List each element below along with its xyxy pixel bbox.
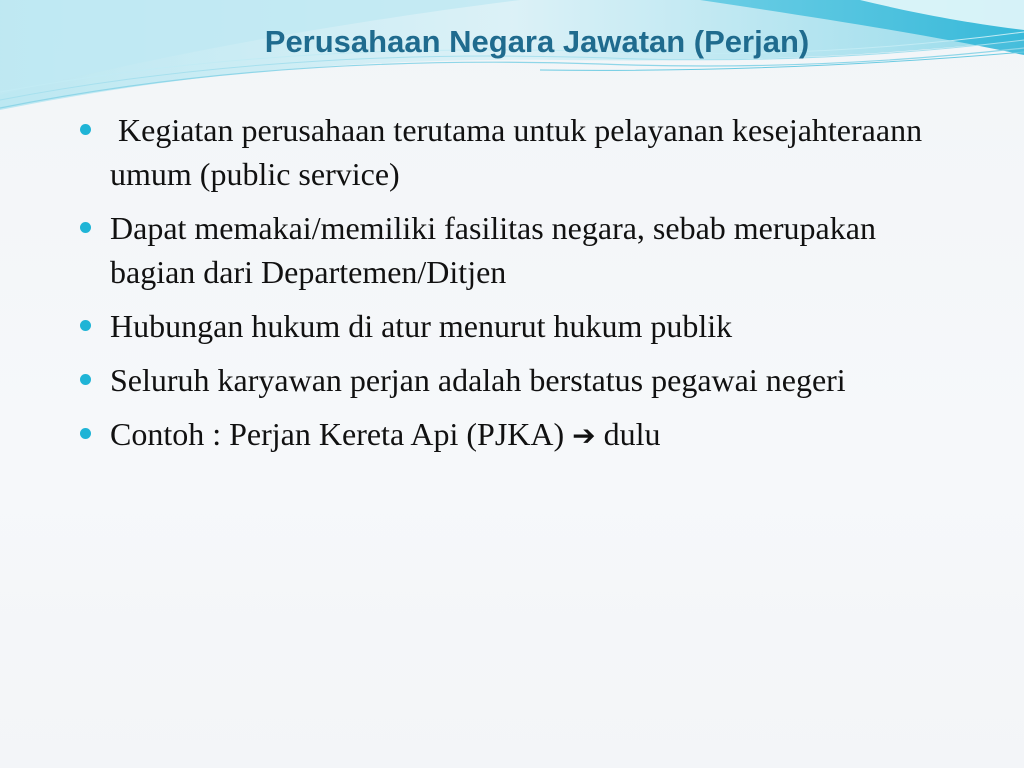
bullet-text-before: Contoh : Perjan Kereta Api (PJKA) — [110, 416, 573, 452]
bullet-dot-icon — [80, 320, 91, 331]
bullet-dot-icon — [80, 428, 91, 439]
bullet-dot-icon — [80, 374, 91, 385]
list-item — [78, 412, 958, 458]
bullet-text: Seluruh karyawan perjan adalah berstatus pegawai negeri — [110, 362, 846, 398]
list-item — [78, 358, 958, 402]
bullet-text: Kegiatan perusahaan terutama untuk pelayanan kesejahteraann umum (public service) — [110, 112, 931, 192]
list-item — [78, 304, 958, 348]
bullet-text: Dapat memakai/memiliki fasilitas negara, sebab merupakan bagian dari Departemen/Ditjen — [110, 210, 876, 290]
bullet-dot-icon — [80, 124, 91, 135]
bullet-text: Hubungan hukum di atur menurut hukum publik — [110, 308, 733, 344]
bullet-list — [78, 108, 958, 468]
right-arrow-icon: ➔ — [572, 419, 596, 452]
list-item — [78, 206, 958, 294]
bullet-text-after: dulu — [595, 416, 661, 452]
bullet-dot-icon — [80, 222, 91, 233]
slide-title: Perusahaan Negara Jawatan (Perjan) — [264, 24, 810, 59]
list-item — [78, 108, 958, 196]
